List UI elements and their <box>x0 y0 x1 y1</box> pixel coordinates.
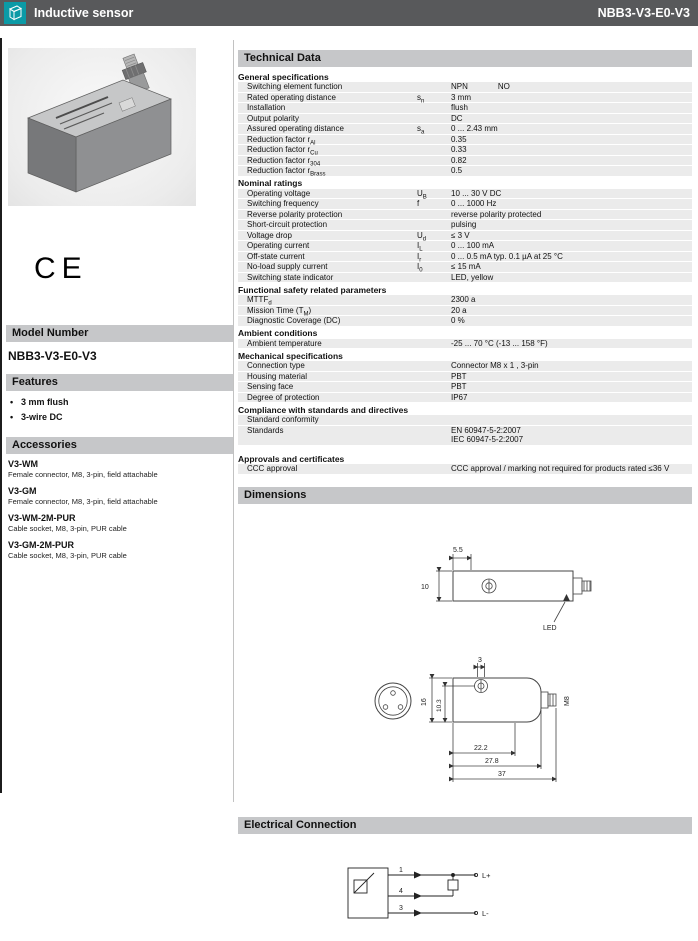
spec-label: Standard conformity <box>247 415 319 424</box>
spec-row <box>238 166 692 177</box>
spec-row <box>238 103 692 114</box>
spec-value: LED, yellow <box>451 272 494 282</box>
spec-row <box>238 339 692 350</box>
spec-symbol <box>417 361 451 371</box>
spec-value: -25 ... 70 °C (-13 ... 158 °F) <box>451 338 548 348</box>
spec-row <box>238 415 692 426</box>
accessory-name: V3-GM <box>8 486 37 496</box>
spec-row <box>238 316 692 327</box>
accessories-list <box>8 459 230 567</box>
spec-row <box>238 210 692 221</box>
spec-section-heading: Functional safety related parameters <box>238 284 387 295</box>
spec-row <box>238 145 692 156</box>
spec-value: 10 ... 30 V DC <box>451 188 502 198</box>
supply-plus-label: L+ <box>482 871 491 880</box>
spec-label: Reverse polarity protection <box>247 209 343 219</box>
spec-section-heading: Approvals and certificates <box>238 453 345 464</box>
spec-symbol: $I_0$ <box>417 262 423 274</box>
feature-item: • 3 mm flush <box>10 397 225 407</box>
dimensions-section-header: Dimensions <box>238 487 692 504</box>
spec-value: IP67 <box>451 392 468 402</box>
spec-symbol <box>417 382 451 392</box>
spec-symbol: f <box>417 199 420 208</box>
accessory-desc: Cable socket, M8, 3-pin, PUR cable <box>8 524 127 533</box>
dimension-label: 3 <box>478 657 482 664</box>
ce-mark: CE <box>34 252 88 285</box>
spec-value <box>451 415 692 425</box>
accessory-item <box>8 513 230 533</box>
spec-label: Short-circuit protection <box>247 220 328 229</box>
spec-symbol <box>417 464 451 474</box>
model-number-value: NBB3-V3-E0-V3 <box>8 349 97 363</box>
accessory-desc: Female connector, M8, 3-pin, field attachable <box>8 470 158 479</box>
spec-symbol: $I_L$ <box>417 241 423 253</box>
spec-value: 0 ... 2.43 mm <box>451 124 498 133</box>
top-view-drawing <box>421 547 591 632</box>
model-number-section-header: Model Number <box>6 325 233 342</box>
technical-data-table <box>238 70 692 475</box>
spec-row <box>238 114 692 125</box>
spec-value: 20 a <box>451 305 467 315</box>
spec-symbol: $U_d$ <box>417 230 427 243</box>
spec-label: Diagnostic Coverage (DC) <box>247 316 341 325</box>
dimension-label: 5.5 <box>453 547 463 554</box>
spec-value: flush <box>451 103 468 112</box>
spec-row <box>238 220 692 231</box>
spec-symbol <box>417 156 451 166</box>
spec-row <box>238 82 692 93</box>
spec-value: ≤ 3 V <box>451 230 470 240</box>
spec-label: Installation <box>247 103 286 112</box>
spec-value: 0.35 <box>451 134 467 144</box>
spec-row <box>238 156 692 167</box>
spec-value: 0.82 <box>451 155 467 165</box>
spec-row <box>238 199 692 210</box>
spec-symbol: $I_r$ <box>417 251 422 264</box>
spec-label: Reduction factor $r_{Brass}$ <box>247 166 326 178</box>
spec-symbol <box>417 415 451 425</box>
spec-symbol <box>417 166 451 176</box>
spec-section-heading: Nominal ratings <box>238 178 303 188</box>
spec-symbol <box>417 145 451 155</box>
spec-value: EN 60947-5-2:2007 IEC 60947-5-2:2007 <box>451 425 524 444</box>
spec-value: 0 ... 1000 Hz <box>451 199 497 208</box>
dimensions-drawing <box>238 506 692 806</box>
spec-value: 0 ... 0.5 mA typ. 0.1 µA at 25 °C <box>451 251 563 261</box>
spec-symbol <box>417 220 451 230</box>
electrical-connection-section-header: Electrical Connection <box>238 817 692 834</box>
technical-data-section-header: Technical Data <box>238 50 692 67</box>
spec-symbol <box>417 426 451 445</box>
accessory-name: V3-WM-2M-PUR <box>8 513 76 523</box>
spec-symbol <box>417 339 451 349</box>
spec-value: Connector M8 x 1 , 3-pin <box>451 361 539 370</box>
spec-label: Voltage drop <box>247 230 292 240</box>
spec-value: ≤ 15 mA <box>451 262 481 271</box>
spec-label: Switching frequency <box>247 199 319 208</box>
spec-label: Output polarity <box>247 113 300 123</box>
spec-symbol <box>417 135 451 145</box>
spec-label: Standards <box>247 425 284 435</box>
dimension-label: 22.2 <box>474 745 488 752</box>
supply-minus-label: L- <box>482 909 489 918</box>
spec-row <box>238 464 692 475</box>
features-list <box>10 397 225 427</box>
brand-logo-icon <box>4 2 26 24</box>
spec-label: Operating current <box>247 241 310 250</box>
spec-value: 0.33 <box>451 145 467 154</box>
spec-label: Degree of protection <box>247 392 320 402</box>
spec-symbol: $s_n$ <box>417 92 425 105</box>
feature-item: • 3-wire DC <box>10 412 225 422</box>
spec-row <box>238 262 692 273</box>
dimension-label: 10 <box>421 584 429 591</box>
spec-label: Housing material <box>247 371 308 381</box>
spec-value: PBT <box>451 371 467 381</box>
accessory-item <box>8 540 230 560</box>
spec-label: Assured operating distance <box>247 124 344 133</box>
spec-label: Off-state current <box>247 251 305 261</box>
spec-label: Mission Time $(T_M)$ <box>247 305 312 318</box>
dimension-label: 37 <box>498 771 506 778</box>
spec-symbol <box>417 295 451 305</box>
thread-label: M8 <box>564 696 571 706</box>
spec-row <box>238 372 692 383</box>
spec-symbol <box>417 372 451 382</box>
spec-row <box>238 231 692 242</box>
spec-symbol <box>417 273 451 283</box>
spec-row <box>238 393 692 404</box>
header-bar <box>0 0 698 26</box>
spec-label: $MTTF_d$ <box>247 295 272 307</box>
spec-value: pulsing <box>451 220 477 229</box>
spec-row <box>238 361 692 372</box>
spec-section-heading: Ambient conditions <box>238 328 318 338</box>
spec-label: Switching element function <box>247 82 343 91</box>
spec-value: DC <box>451 113 463 123</box>
spec-symbol: $U_B$ <box>417 188 427 201</box>
page-edge-line <box>0 38 2 793</box>
spec-label: Operating voltage <box>247 188 311 198</box>
pin-label: 3 <box>399 905 403 912</box>
accessory-item <box>8 459 230 479</box>
spec-value: 0 ... 100 mA <box>451 241 495 250</box>
spec-row <box>238 135 692 146</box>
spec-label: Reduction factor $r_{304}$ <box>247 155 321 168</box>
accessories-section-header: Accessories <box>6 437 233 454</box>
spec-label: Connection type <box>247 361 305 370</box>
accessory-name: V3-GM-2M-PUR <box>8 540 75 550</box>
spec-row <box>238 93 692 104</box>
pin-label: 1 <box>399 867 403 874</box>
product-photo <box>8 48 196 206</box>
spec-value: 2300 a <box>451 295 476 304</box>
spec-row <box>238 306 692 317</box>
spec-section-heading: Compliance with standards and directives <box>238 404 409 415</box>
spec-symbol <box>417 82 451 92</box>
spec-value: 0.5 <box>451 166 463 175</box>
led-label: LED <box>543 625 557 632</box>
spec-label: No-load supply current <box>247 262 328 271</box>
spec-value: PBT <box>451 382 467 391</box>
column-divider <box>233 40 234 802</box>
spec-value: 0 % <box>451 316 465 325</box>
spec-row <box>238 189 692 200</box>
spec-section-heading: Mechanical specifications <box>238 350 343 361</box>
spec-value: 3 mm <box>451 92 471 102</box>
accessory-desc: Cable socket, M8, 3-pin, PUR cable <box>8 551 127 560</box>
spec-row <box>238 241 692 252</box>
spec-section-heading: General specifications <box>238 71 329 82</box>
spec-symbol <box>417 103 451 113</box>
spec-row <box>238 124 692 135</box>
spec-label: Rated operating distance <box>247 92 336 102</box>
header-model-number: NBB3-V3-E0-V3 <box>597 6 690 20</box>
spec-value: reverse polarity protected <box>451 209 542 219</box>
accessory-item <box>8 486 230 506</box>
page-title: Inductive sensor <box>34 6 134 20</box>
spec-label: Reduction factor $r_{Cu}$ <box>247 145 318 157</box>
spec-symbol <box>417 306 451 316</box>
accessory-desc: Female connector, M8, 3-pin, field attachable <box>8 497 158 506</box>
pin-label: 4 <box>399 888 403 895</box>
spec-row <box>238 382 692 393</box>
spec-value: NPN NO <box>451 82 510 91</box>
dimension-label: 16 <box>421 698 428 706</box>
dimension-label: 10.3 <box>436 699 443 712</box>
spec-row <box>238 426 692 446</box>
spec-label: Sensing face <box>247 382 294 391</box>
spec-label: Switching state indicator <box>247 272 334 282</box>
spec-symbol <box>417 393 451 403</box>
spec-symbol <box>417 114 451 124</box>
wiring-diagram <box>338 850 508 940</box>
spec-value: CCC approval / marking not required for products rated ≤36 V <box>451 464 670 473</box>
spec-label: CCC approval <box>247 464 298 473</box>
spec-label: Ambient temperature <box>247 338 322 348</box>
spec-row <box>238 295 692 306</box>
features-section-header: Features <box>6 374 233 391</box>
spec-symbol <box>417 316 451 326</box>
spec-row <box>238 273 692 284</box>
spec-symbol <box>417 210 451 220</box>
accessory-name: V3-WM <box>8 459 38 469</box>
spec-symbol: $s_a$ <box>417 124 425 136</box>
dimension-label: 27.8 <box>485 758 499 765</box>
spec-label: Reduction factor $r_{Al}$ <box>247 134 316 147</box>
spec-row <box>238 252 692 263</box>
side-view-drawing <box>375 657 571 782</box>
